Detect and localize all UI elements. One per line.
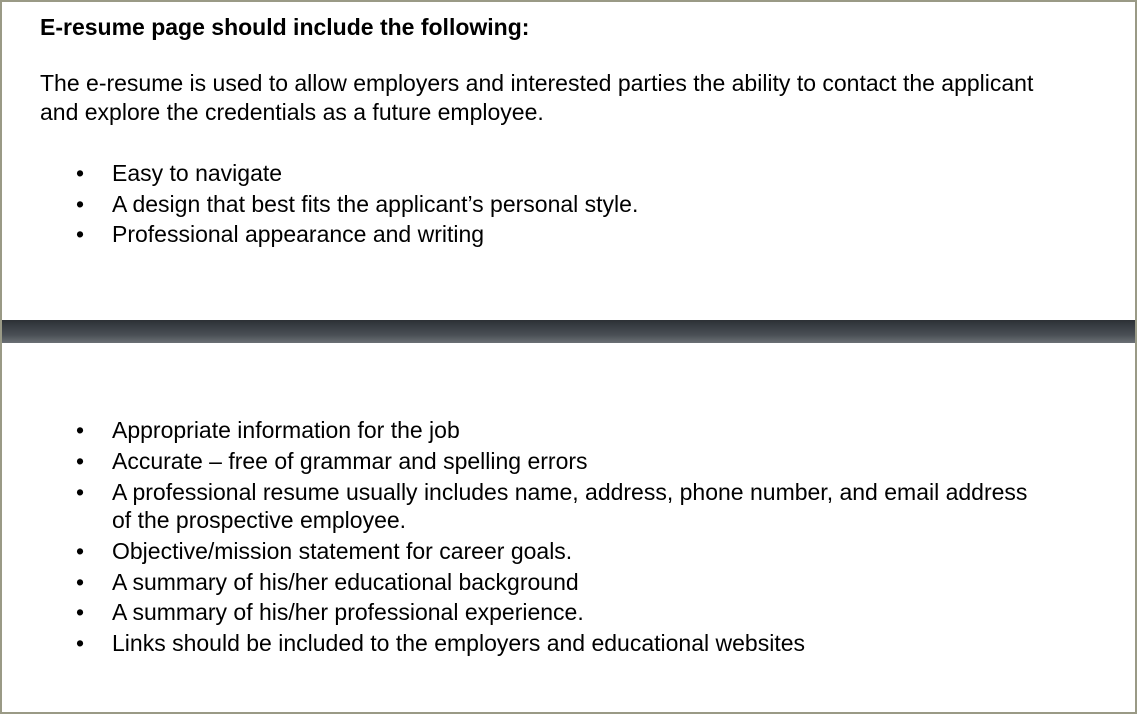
top-bullet-list [2,158,1032,250]
page-top [2,2,1135,320]
list-item: • Easy to navigate [2,158,1032,189]
list-item: • Links should be included to the employers and educational websites [2,629,1032,658]
page-separator [2,320,1135,343]
page-bottom [2,343,1135,712]
list-item: • Objective/mission statement for career goals. [2,537,1032,566]
list-item: • A design that best fits the applicant’s personal style. [2,189,1032,220]
page-heading: E-resume page should include the following: [40,14,530,40]
list-item: • A professional resume usually includes name, address, phone number, and email address of the prospective employee. [2,478,1032,535]
list-item: • A summary of his/her professional experience. [2,598,1032,627]
list-item: • Professional appearance and writing [2,219,1032,250]
bottom-bullet-list [2,416,1032,660]
list-item: • Accurate – free of grammar and spelling errors [2,447,1032,476]
list-item: • A summary of his/her educational background [2,568,1032,597]
list-item: • Appropriate information for the job [2,416,1032,445]
intro-paragraph: The e-resume is used to allow employers and interested parties the ability to contact the applicant and explore the credentials as a future employee. [40,70,1034,125]
